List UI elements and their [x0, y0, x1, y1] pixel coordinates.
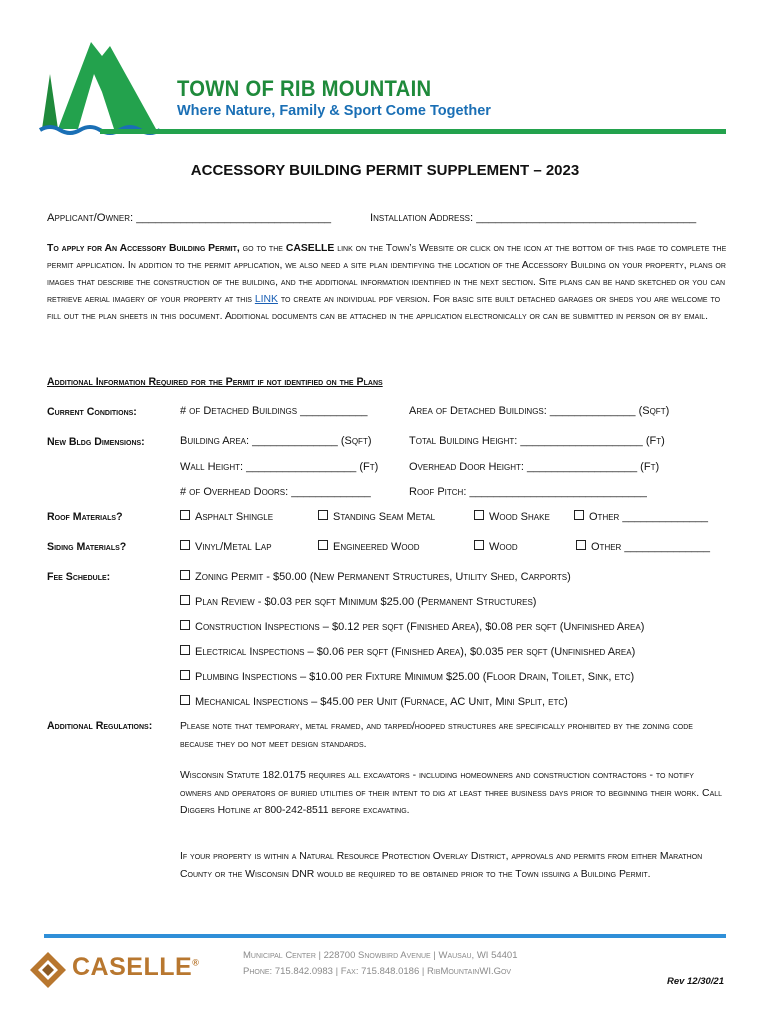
footer-divider — [44, 934, 726, 938]
instructions-lead: To apply for An Accessory Building Permit, — [47, 243, 240, 254]
checkbox-icon[interactable] — [474, 540, 484, 550]
detached-buildings-count-field[interactable]: # of Detached Buildings ___________ — [180, 405, 368, 417]
aerial-imagery-link[interactable]: LINK — [254, 294, 278, 305]
siding-option-label: Engineered Wood — [333, 541, 420, 553]
checkbox-icon[interactable] — [318, 540, 328, 550]
roof-option-label: Asphalt Shingle — [195, 511, 274, 523]
revision-date: Rev 12/30/21 — [666, 976, 724, 987]
siding-option-label: Vinyl/Metal Lap — [195, 541, 272, 553]
siding-materials-label: Siding Materials? — [47, 541, 127, 553]
siding-option-label: Wood — [489, 541, 518, 553]
detached-buildings-area-field[interactable]: Area of Detached Buildings: ______________ (Sqft) — [409, 405, 670, 417]
checkbox-icon[interactable] — [180, 645, 190, 655]
town-logo-icon — [36, 34, 166, 136]
page-title: ACCESSORY BUILDING PERMIT SUPPLEMENT – 2023 — [190, 162, 580, 179]
instructions-text-2: link on the Town’s Website or click on the icon at the bottom of this page to complete the permit application. In addition to the permit application, we also need a site plan identifying the location of the Accessory Building on your property, plans or images that describe the construction of the building, and the additional information identified in the next section. Site plans can be hand sketched or you can retrieve aerial imagery of your property at this — [47, 243, 727, 305]
checkbox-icon[interactable] — [474, 510, 484, 520]
fee-schedule-label: Fee Schedule: — [47, 571, 111, 583]
caselle-logo-text[interactable] — [72, 953, 199, 982]
fee-item-label: Mechanical Inspections – $45.00 per Unit (Furnace, AC Unit, Mini Split, etc) — [195, 696, 568, 708]
roof-option-label: Other ______________ — [589, 511, 709, 523]
checkbox-icon[interactable] — [180, 620, 190, 630]
instructions-paragraph — [47, 240, 727, 325]
regulation-temporary-structures: Please note that temporary, metal framed, and tarped/hooped structures are specifically prohibited by the zoning code because they do not meet design standards. — [180, 721, 693, 750]
fee-item-label: Plumbing Inspections – $10.00 per Fixture Minimum $25.00 (Floor Drain, Toilet, Sink, etc) — [195, 671, 635, 683]
fee-plan-review[interactable] — [180, 595, 536, 608]
roof-materials-label: Roof Materials? — [47, 511, 123, 523]
roof-option-label: Wood Shake — [489, 511, 550, 523]
header-divider — [100, 129, 726, 134]
checkbox-icon[interactable] — [180, 510, 190, 520]
additional-regulations-label: Additional Regulations: — [47, 720, 153, 732]
overhead-doors-count-field[interactable]: # of Overhead Doors: _____________ — [180, 486, 371, 498]
fee-electrical-inspections[interactable] — [180, 645, 635, 658]
siding-option-label: Other ______________ — [591, 541, 711, 553]
fee-mechanical-inspections[interactable] — [180, 695, 568, 708]
installation-address-field[interactable]: Installation Address: ___________________________________ — [370, 212, 697, 224]
town-name: TOWN OF RIB MOUNTAIN — [177, 76, 432, 101]
total-height-field[interactable]: Total Building Height: ____________________ (Ft) — [409, 435, 665, 447]
checkbox-icon[interactable] — [180, 695, 190, 705]
checkbox-icon[interactable] — [180, 570, 190, 580]
fee-item-label: Electrical Inspections – $0.06 per sqft (Finished Area), $0.035 per sqft (Unfinished Area) — [195, 646, 636, 658]
fee-item-label: Plan Review - $0.03 per sqft Minimum $25.00 (Permanent Structures) — [195, 596, 537, 608]
roof-option-standing-seam[interactable] — [318, 510, 435, 523]
siding-option-wood[interactable] — [474, 540, 518, 553]
caselle-trademark: ® — [192, 957, 200, 968]
roof-option-label: Standing Seam Metal — [333, 511, 436, 523]
checkbox-icon[interactable] — [576, 540, 586, 550]
footer-contact: Phone: 715.842.0983 | Fax: 715.848.0186 | RibMountainWI.Gov — [243, 966, 512, 977]
checkbox-icon[interactable] — [318, 510, 328, 520]
roof-option-other[interactable] — [574, 510, 708, 523]
checkbox-icon[interactable] — [180, 540, 190, 550]
footer-address: Municipal Center | 228700 Snowbird Avenue | Wausau, WI 54401 — [243, 950, 518, 961]
caselle-word: CASELLE — [285, 243, 335, 254]
town-tagline: Where Nature, Family & Sport Come Together — [177, 103, 491, 119]
siding-option-other[interactable] — [576, 540, 710, 553]
additional-info-heading: Additional Information Required for the Permit if not identified on the Plans — [47, 376, 383, 388]
fee-item-label: Zoning Permit - $50.00 (New Permanent Structures, Utility Shed, Carports) — [195, 571, 571, 583]
overhead-door-height-field[interactable]: Overhead Door Height: __________________ (Ft) — [409, 461, 660, 473]
current-conditions-label: Current Conditions: — [47, 406, 137, 418]
checkbox-icon[interactable] — [180, 595, 190, 605]
roof-pitch-field[interactable]: Roof Pitch: _____________________________ — [409, 486, 647, 498]
building-area-field[interactable]: Building Area: ______________ (Sqft) — [180, 435, 372, 447]
fee-plumbing-inspections[interactable] — [180, 670, 634, 683]
instructions-text-3: to create an individual pdf version. For basic site built detached garages or sheds you are welcome to fill out the plan sheets in this document. Additional documents can be attached in the application electronically or can be submitted in person or by email. — [47, 294, 721, 322]
roof-option-asphalt[interactable] — [180, 510, 273, 523]
caselle-logo-icon[interactable] — [28, 950, 70, 990]
new-bldg-dimensions-label: New Bldg Dimensions: — [47, 436, 145, 448]
checkbox-icon[interactable] — [180, 670, 190, 680]
instructions-text-1: go to the — [239, 243, 286, 254]
applicant-field[interactable]: Applicant/Owner: _______________________________ — [47, 212, 332, 224]
roof-option-wood-shake[interactable] — [474, 510, 550, 523]
regulation-overlay-district: If your property is within a Natural Resource Protection Overlay District, approvals and permits from either Marathon County or the Wisconsin DNR would be required to be obtained prior to the Town issuing a Building Permit. — [180, 851, 703, 880]
checkbox-icon[interactable] — [574, 510, 584, 520]
fee-zoning-permit[interactable] — [180, 570, 571, 583]
fee-item-label: Construction Inspections – $0.12 per sqft (Finished Area), $0.08 per sqft (Unfinished Area) — [195, 621, 645, 633]
fee-construction-inspections[interactable] — [180, 620, 644, 633]
siding-option-vinyl[interactable] — [180, 540, 272, 553]
wall-height-field[interactable]: Wall Height: __________________ (Ft) — [180, 461, 379, 473]
regulation-diggers-hotline: Wisconsin Statute 182.0175 requires all excavators - including homeowners and construction contractors - to notify owners and operators of buried utilities of their intent to dig at least three business days prior to beginning their work. Call Diggers Hotline at 800-242-8511 before excavating. — [180, 770, 723, 816]
caselle-wordmark: CASELLE — [72, 953, 193, 981]
siding-option-engineered-wood[interactable] — [318, 540, 420, 553]
